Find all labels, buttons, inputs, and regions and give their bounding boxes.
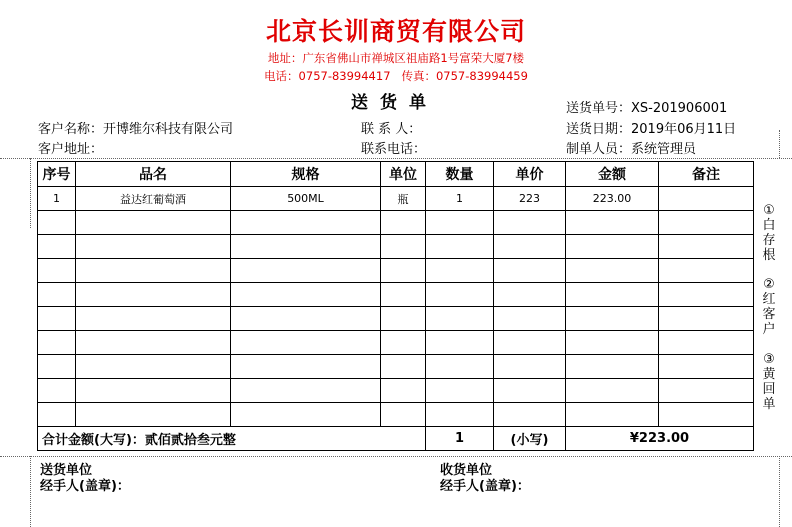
cell-product xyxy=(76,211,231,235)
guide-right-bottom xyxy=(779,456,780,527)
cell-remark xyxy=(659,187,754,211)
cell-qty xyxy=(426,331,494,355)
col-header-product: 品名 xyxy=(76,162,231,187)
cell-qty xyxy=(426,403,494,427)
col-header-amount: 金额 xyxy=(566,162,659,187)
cell-amount xyxy=(566,235,659,259)
cell-index xyxy=(38,379,76,403)
contact-label: 联 系 人： xyxy=(361,122,422,137)
cell-index xyxy=(38,331,76,355)
cell-remark xyxy=(659,331,754,355)
cell-index xyxy=(38,283,76,307)
col-header-price: 单价 xyxy=(494,162,566,187)
cell-qty xyxy=(426,211,494,235)
cell-index xyxy=(38,211,76,235)
cell-product xyxy=(76,331,231,355)
cell-qty: 1 xyxy=(426,187,494,211)
table-row xyxy=(38,235,754,259)
document-title: 送货单 xyxy=(351,93,438,113)
cell-unit xyxy=(381,259,426,283)
side-copy-red: ② 红 客 户 xyxy=(762,277,776,337)
col-header-index: 序号 xyxy=(38,162,76,187)
cell-qty xyxy=(426,259,494,283)
delivery-handler-label: 经手人(盖章)： xyxy=(40,479,130,494)
table-header-row xyxy=(38,162,754,187)
cell-remark xyxy=(659,235,754,259)
cell-remark xyxy=(659,211,754,235)
cell-amount xyxy=(566,307,659,331)
cell-unit: 瓶 xyxy=(381,187,426,211)
total-quantity: 1 xyxy=(426,427,494,451)
cell-qty xyxy=(426,283,494,307)
cell-spec xyxy=(231,211,381,235)
cell-spec xyxy=(231,379,381,403)
table-row xyxy=(38,307,754,331)
total-row xyxy=(38,427,754,451)
cell-index xyxy=(38,355,76,379)
customer-name-value: 开博维尔科技有限公司 xyxy=(103,122,234,137)
cell-unit xyxy=(381,307,426,331)
customer-name-label: 客户名称： xyxy=(38,122,104,137)
cell-qty xyxy=(426,235,494,259)
guide-right-top xyxy=(779,130,780,158)
cell-remark xyxy=(659,283,754,307)
cell-price xyxy=(494,259,566,283)
table-row xyxy=(38,259,754,283)
cell-index xyxy=(38,235,76,259)
cell-remark xyxy=(659,307,754,331)
company-address: 地址：广东省佛山市禅城区祖庙路1号富荣大厦7楼 xyxy=(267,51,525,65)
cell-amount xyxy=(566,211,659,235)
cell-amount xyxy=(566,355,659,379)
cell-price xyxy=(494,379,566,403)
cell-price xyxy=(494,403,566,427)
delivery-date: 送货日期：2019年06月11日 xyxy=(566,122,737,137)
cell-spec xyxy=(231,403,381,427)
cell-unit xyxy=(381,379,426,403)
cell-product xyxy=(76,259,231,283)
contact-phone-label: 联系电话： xyxy=(361,142,427,157)
guide-left-bottom xyxy=(30,456,31,527)
side-copy-white: ① 白 存 根 xyxy=(762,203,776,263)
table-body xyxy=(38,187,754,427)
col-header-spec: 规格 xyxy=(231,162,381,187)
cell-amount xyxy=(566,379,659,403)
cell-price: 223 xyxy=(494,187,566,211)
cell-qty xyxy=(426,379,494,403)
company-phone: 电话：0757-83994417 传真：0757-83994459 xyxy=(264,69,528,83)
cell-qty xyxy=(426,307,494,331)
cell-price xyxy=(494,355,566,379)
table-row xyxy=(38,211,754,235)
cell-index xyxy=(38,259,76,283)
cell-product xyxy=(76,355,231,379)
maker: 制单人员：系统管理员 xyxy=(566,142,697,157)
cell-amount xyxy=(566,259,659,283)
cell-index: 1 xyxy=(38,187,76,211)
divider-top xyxy=(0,158,792,159)
col-header-unit: 单位 xyxy=(381,162,426,187)
total-amount: ¥223.00 xyxy=(566,427,754,451)
cell-price xyxy=(494,283,566,307)
table-row xyxy=(38,331,754,355)
cell-unit xyxy=(381,235,426,259)
cell-qty xyxy=(426,355,494,379)
cell-spec xyxy=(231,307,381,331)
cell-product xyxy=(76,307,231,331)
side-copy-yellow: ③ 黄 回 单 xyxy=(762,352,776,412)
items-table xyxy=(37,161,754,451)
cell-index xyxy=(38,403,76,427)
cell-unit xyxy=(381,403,426,427)
receive-handler-label: 经手人(盖章)： xyxy=(440,479,530,494)
cell-spec xyxy=(231,331,381,355)
receive-unit-label: 收货单位 xyxy=(440,463,493,478)
cell-remark xyxy=(659,355,754,379)
cell-product xyxy=(76,379,231,403)
delivery-unit-label: 送货单位 xyxy=(40,463,93,478)
table-row xyxy=(38,283,754,307)
guide-left-top xyxy=(30,158,31,228)
cell-unit xyxy=(381,355,426,379)
order-number: 送货单号：XS-201906001 xyxy=(566,101,728,116)
cell-product xyxy=(76,235,231,259)
cell-spec xyxy=(231,259,381,283)
cell-price xyxy=(494,331,566,355)
table-row xyxy=(38,379,754,403)
cell-product: 益达红葡萄酒 xyxy=(76,187,231,211)
cell-price xyxy=(494,211,566,235)
table-row xyxy=(38,355,754,379)
col-header-qty: 数量 xyxy=(426,162,494,187)
total-uppercase: 合计金额(大写)：贰佰贰拾叁元整 xyxy=(38,427,426,451)
cell-amount xyxy=(566,403,659,427)
total-small-label: (小写) xyxy=(494,427,566,451)
cell-remark xyxy=(659,259,754,283)
cell-spec: 500ML xyxy=(231,187,381,211)
table-row xyxy=(38,187,754,211)
cell-unit xyxy=(381,211,426,235)
customer-name-field xyxy=(38,118,233,137)
cell-spec xyxy=(231,355,381,379)
cell-unit xyxy=(381,331,426,355)
company-name: 北京长训商贸有限公司 xyxy=(265,17,526,46)
cell-amount xyxy=(566,283,659,307)
cell-remark xyxy=(659,379,754,403)
cell-remark xyxy=(659,403,754,427)
divider-bottom xyxy=(0,456,792,457)
cell-spec xyxy=(231,235,381,259)
cell-amount xyxy=(566,331,659,355)
cell-product xyxy=(76,403,231,427)
cell-price xyxy=(494,307,566,331)
cell-amount: 223.00 xyxy=(566,187,659,211)
cell-price xyxy=(494,235,566,259)
cell-unit xyxy=(381,283,426,307)
table-row xyxy=(38,403,754,427)
cell-index xyxy=(38,307,76,331)
cell-spec xyxy=(231,283,381,307)
col-header-remark: 备注 xyxy=(659,162,754,187)
customer-address-label: 客户地址： xyxy=(38,142,104,157)
cell-product xyxy=(76,283,231,307)
